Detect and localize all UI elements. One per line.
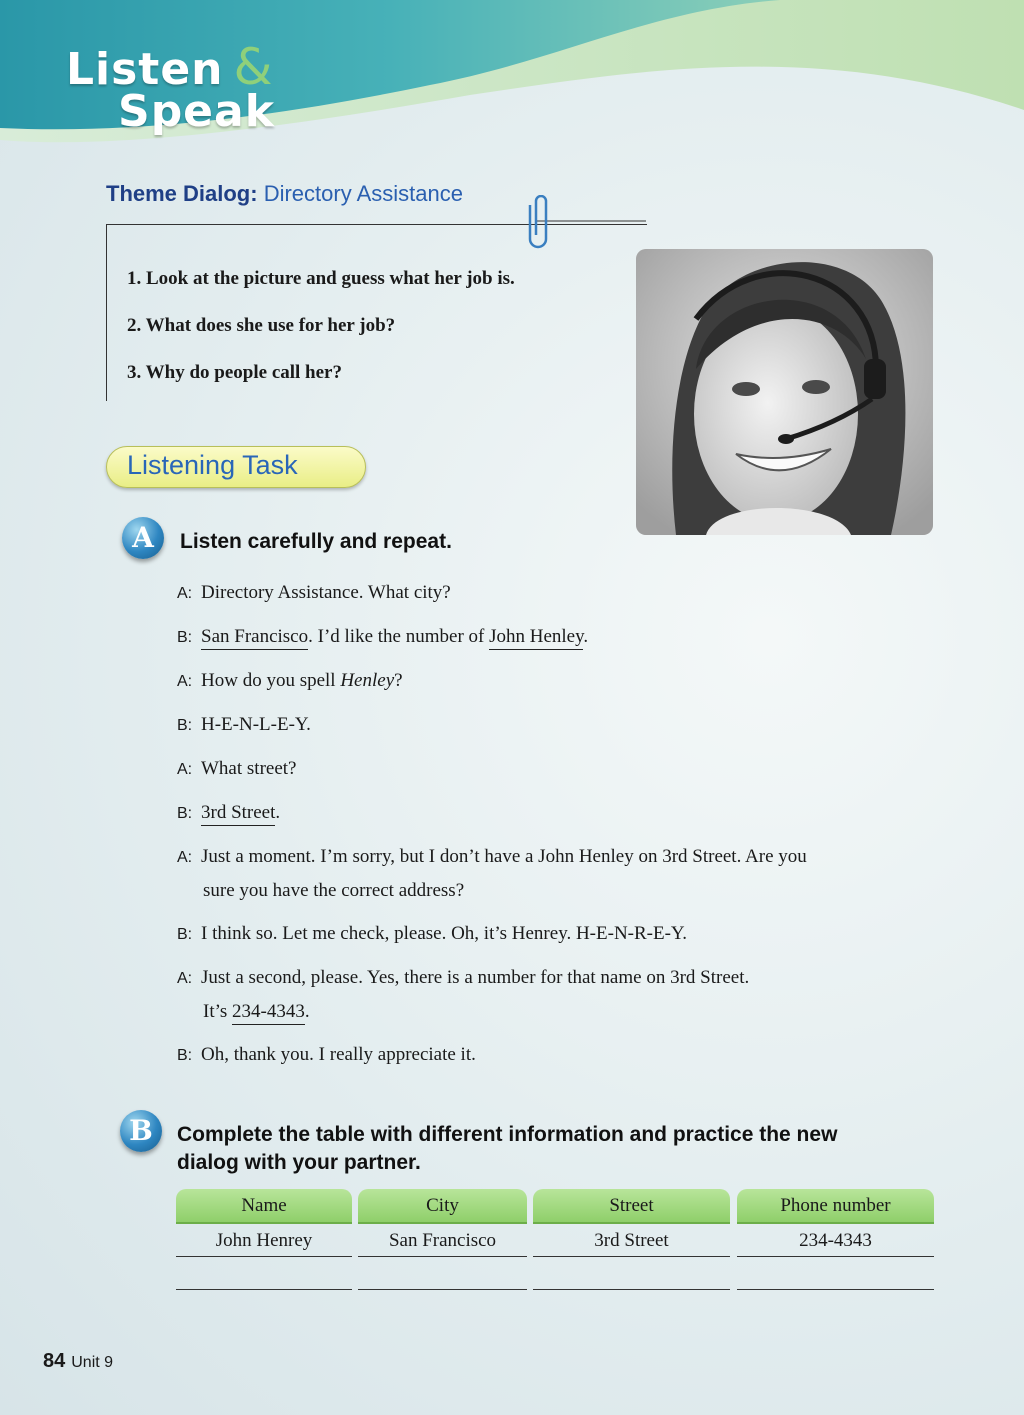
- table-header-street: Street: [533, 1189, 730, 1224]
- dialog-italic: Henley: [340, 670, 395, 691]
- question-3: 3. Why do people call her?: [127, 362, 342, 383]
- blank-phone: 234-4343: [232, 1001, 305, 1025]
- dialog-text: What street?: [201, 758, 297, 779]
- dialog-text-end: ?: [394, 670, 403, 691]
- question-1: 1. Look at the picture and guess what her job is.: [127, 268, 515, 289]
- dialog-text: Directory Assistance. What city?: [201, 582, 451, 603]
- dialog-text: How do you spell: [201, 670, 341, 691]
- dialog-text: I think so. Let me check, please. Oh, it’s Henrey. H-E-N-R-E-Y.: [201, 923, 687, 944]
- speaker: B:: [177, 926, 193, 943]
- page-number: 84: [43, 1350, 66, 1372]
- table-cell-city: San Francisco: [358, 1225, 527, 1257]
- section-b-heading-line1: Complete the table with different information and practice the new: [177, 1123, 838, 1146]
- table-header-city: City: [358, 1189, 527, 1224]
- table-cell-phone: 234-4343: [737, 1225, 934, 1257]
- speaker: A:: [177, 849, 193, 866]
- dialog-text-continued: [177, 995, 937, 1028]
- blank-city: San Francisco: [201, 626, 308, 650]
- speaker: B:: [177, 717, 193, 734]
- dialog: [177, 576, 937, 1082]
- dialog-line: [177, 752, 937, 786]
- theme-label: Theme Dialog:: [106, 181, 258, 206]
- table-cell-name: John Henrey: [176, 1225, 352, 1257]
- section-b-badge: B: [120, 1110, 162, 1152]
- dialog-text-continued: sure you have the correct address?: [203, 880, 465, 901]
- blank-street: 3rd Street: [201, 802, 275, 826]
- listening-task-text: Listening Task: [127, 450, 298, 480]
- dialog-text: Just a moment. I’m sorry, but I don’t have a John Henley on 3rd Street. Are you: [201, 846, 807, 867]
- section-a-heading: Listen carefully and repeat.: [180, 530, 452, 553]
- paperclip-icon: [522, 195, 652, 255]
- title-speak: Speak: [118, 86, 275, 137]
- blank-name: John Henley: [489, 626, 583, 650]
- table-cell-street: 3rd Street: [533, 1225, 730, 1257]
- section-b-heading-line2: dialog with your partner.: [177, 1151, 421, 1174]
- unit-label: Unit 9: [71, 1354, 114, 1371]
- table-header-phone: Phone number: [737, 1189, 934, 1224]
- speaker: A:: [177, 673, 193, 690]
- table-blank-cell[interactable]: [737, 1259, 934, 1290]
- listening-task-label: [106, 446, 366, 488]
- table-blank-cell[interactable]: [176, 1259, 352, 1290]
- dialog-line: [177, 961, 937, 1028]
- dialog-text: H-E-N-L-E-Y.: [201, 714, 311, 735]
- section-a-badge: A: [122, 517, 164, 559]
- dialog-text: Oh, thank you. I really appreciate it.: [201, 1044, 476, 1065]
- speaker: A:: [177, 585, 193, 602]
- table-blank-cell[interactable]: [533, 1259, 730, 1290]
- title-listen: Listen: [66, 44, 224, 95]
- dialog-text-end: .: [275, 802, 281, 823]
- section-b-heading: [177, 1121, 837, 1177]
- dialog-line: [177, 708, 937, 742]
- dialog-text-end: .: [583, 626, 589, 647]
- operator-with-headset-illustration: [636, 249, 933, 535]
- dialog-line: [177, 796, 937, 830]
- section-title: [66, 38, 275, 137]
- warmup-questions: [127, 268, 515, 409]
- table-header-name: Name: [176, 1189, 352, 1224]
- speaker: A:: [177, 970, 193, 987]
- theme-dialog-line: [106, 181, 463, 207]
- theme-topic: Directory Assistance: [263, 181, 463, 206]
- page-footer: [43, 1350, 113, 1373]
- dialog-text-end: .: [304, 1001, 310, 1022]
- table-blank-cell[interactable]: [358, 1259, 527, 1290]
- dialog-line: [177, 576, 937, 610]
- title-ampersand: &: [233, 38, 273, 96]
- question-2: 2. What does she use for her job?: [127, 315, 396, 336]
- dialog-line: [177, 840, 937, 907]
- dialog-line: [177, 917, 937, 951]
- speaker: B:: [177, 805, 193, 822]
- dialog-line: [177, 664, 937, 698]
- speaker: B:: [177, 629, 193, 646]
- dialog-line: [177, 1038, 937, 1072]
- operator-photo: [636, 249, 933, 535]
- dialog-text: Just a second, please. Yes, there is a number for that name on 3rd Street.: [201, 967, 750, 988]
- speaker: B:: [177, 1047, 193, 1064]
- dialog-text: It’s: [203, 1001, 233, 1022]
- speaker: A:: [177, 761, 193, 778]
- dialog-line: [177, 620, 937, 654]
- dialog-text: . I’d like the number of: [308, 626, 490, 647]
